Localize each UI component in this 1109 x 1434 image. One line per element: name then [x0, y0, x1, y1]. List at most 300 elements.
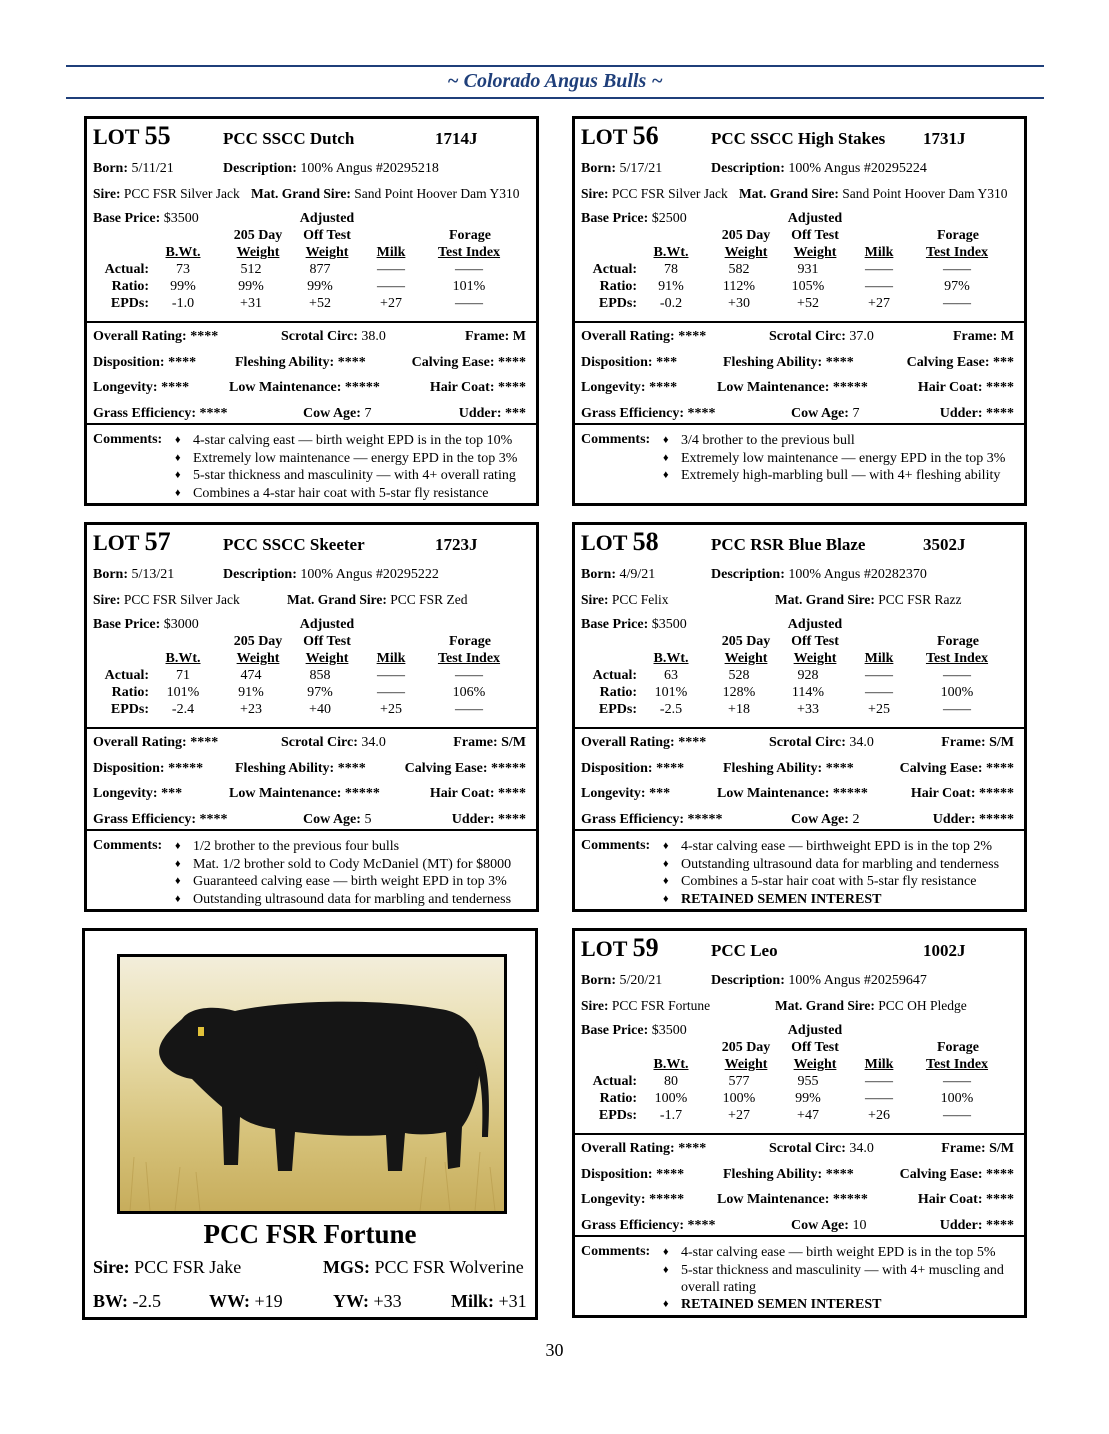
rating-value: ****	[986, 1217, 1014, 1233]
featured-sire-name: PCC FSR Fortune	[203, 1219, 417, 1249]
comment-text: Outstanding ultrasound data for marbling and tenderness	[681, 856, 1000, 872]
rating-item	[717, 1192, 868, 1208]
cell-bwt: 71	[176, 668, 190, 683]
rating-value: ****	[986, 405, 1014, 421]
description	[223, 161, 439, 177]
rating-label: Frame:	[453, 735, 498, 750]
comment-item	[175, 891, 530, 908]
cell-adj-weight: 99%	[307, 279, 333, 294]
sire-value: PCC FSR Fortune	[611, 998, 711, 1013]
sire-value: PCC Felix	[611, 592, 669, 607]
rating-label: Udder:	[932, 811, 976, 827]
rating-item	[235, 355, 366, 371]
rating-label: Longevity:	[581, 380, 646, 395]
mgs-value: PCC FSR Razz	[878, 592, 962, 607]
header-adj-weight: Weight	[305, 245, 349, 260]
born-label: Born:	[581, 161, 616, 176]
rating-value: ****	[498, 380, 526, 395]
cell-forage: 106%	[452, 685, 486, 700]
description-value: 100% Angus #20295224	[788, 161, 927, 176]
cell-adj-weight: 114%	[791, 685, 825, 700]
cell-milk: +27	[868, 296, 890, 311]
bull-image	[120, 957, 504, 1211]
bullet-diamond-icon: ♦	[175, 875, 181, 887]
row-label: EPDs:	[598, 296, 637, 311]
ratings-section	[87, 727, 536, 829]
row-label: EPDs:	[110, 296, 149, 311]
lot-number-value: 59	[632, 933, 659, 962]
rating-label: Scrotal Circ:	[769, 329, 846, 344]
featured-ww	[209, 1291, 283, 1312]
cell-forage: ——	[455, 668, 483, 683]
rating-value: ****	[649, 380, 678, 395]
cell-forage: ——	[943, 1108, 971, 1123]
header-test-index: Test Index	[925, 651, 989, 666]
comment-text: 5-star thickness and masculinity — with 4+ overall rating	[193, 468, 516, 483]
cell-adj-weight: 858	[309, 668, 331, 683]
mgs-value: PCC OH Pledge	[878, 998, 967, 1013]
cell-forage: ——	[455, 702, 483, 717]
rating-value: *****	[649, 1192, 685, 1207]
row-label: Actual:	[592, 668, 637, 683]
comment-text: RETAINED SEMEN INTEREST	[681, 891, 882, 907]
rating-item	[581, 380, 677, 396]
rating-label: Overall Rating:	[581, 329, 675, 344]
bullet-diamond-icon: ♦	[175, 434, 181, 446]
rating-label: Calving Ease:	[906, 354, 990, 370]
sire-label: Sire:	[581, 186, 609, 201]
cell-forage: 100%	[940, 1091, 974, 1106]
rating-value: ****	[825, 760, 854, 776]
row-label: Actual:	[592, 262, 637, 277]
row-label: Ratio:	[599, 1091, 637, 1106]
rating-value: 7	[852, 405, 860, 421]
comment-item	[175, 432, 530, 449]
header-205-weight: Weight	[724, 245, 768, 260]
rating-value: ****	[337, 354, 366, 370]
comment-text: Extremely high-marbling bull — with 4+ fleshing ability	[681, 468, 1001, 483]
featured-bw	[93, 1291, 161, 1312]
rating-value: ***	[161, 786, 183, 801]
featured-milk-label: Milk:	[451, 1291, 494, 1311]
base-price-label: Base Price:	[581, 617, 649, 632]
rating-value: *****	[832, 786, 868, 801]
rating-item	[281, 735, 386, 751]
rating-label: Frame:	[941, 1141, 986, 1156]
cell-forage: 100%	[940, 685, 974, 700]
featured-yw-value: +33	[373, 1291, 402, 1311]
rating-item	[717, 380, 868, 396]
bullet-diamond-icon: ♦	[175, 486, 181, 499]
comment-text: Mat. 1/2 brother sold to Cody McDaniel (MT) for $8000	[193, 856, 512, 872]
row-label: EPDs:	[598, 702, 637, 717]
rating-label: Scrotal Circ:	[769, 1141, 846, 1156]
featured-sire-value: PCC FSR Jake	[134, 1257, 242, 1277]
comments-section	[575, 423, 1024, 503]
cell-adj-weight: 877	[309, 262, 331, 277]
lot-number	[581, 933, 659, 963]
rating-value: ****	[825, 1166, 854, 1182]
description-value: 100% Angus #20282370	[788, 567, 927, 582]
header-adj-weight: Weight	[793, 245, 837, 260]
cell-205-weight: +27	[728, 1108, 750, 1123]
header-205-day: 205 Day	[721, 1040, 771, 1055]
cell-bwt: -2.5	[659, 702, 683, 717]
sire	[581, 592, 669, 608]
bull-name: PCC SSCC Skeeter	[223, 535, 365, 554]
rating-item	[93, 406, 228, 422]
cell-205-weight: +18	[728, 702, 750, 717]
cell-bwt: 80	[664, 1074, 678, 1089]
row-label: Ratio:	[599, 685, 637, 700]
lot-number	[581, 527, 659, 557]
rating-value: ****	[687, 1217, 716, 1233]
bull-name: PCC SSCC High Stakes	[711, 129, 886, 148]
rating-item	[405, 761, 526, 777]
bullet-diamond-icon: ♦	[175, 451, 181, 464]
rating-value: 2	[852, 811, 860, 827]
cell-bwt: 73	[176, 262, 190, 277]
lot-number	[93, 527, 171, 557]
cell-milk: ——	[377, 685, 405, 700]
rating-item	[303, 406, 371, 422]
header-adjusted: Adjusted	[299, 617, 355, 632]
lot-number-value: 57	[144, 527, 171, 556]
born	[581, 161, 662, 177]
rating-label: Fleshing Ability:	[723, 1166, 823, 1182]
header-205-day: 205 Day	[721, 634, 771, 649]
mgs-label: Mat. Grand Sire:	[251, 186, 351, 201]
header-milk: Milk	[376, 245, 406, 260]
born-value: 5/11/21	[131, 161, 174, 176]
lot-number-value: 55	[144, 121, 171, 150]
comment-item	[663, 1296, 1018, 1313]
comment-text: Combines a 4-star hair coat with 5-star fly resistance	[193, 485, 489, 501]
base-price-label: Base Price:	[93, 617, 161, 632]
featured-mgs-value: PCC FSR Wolverine	[374, 1257, 524, 1277]
maternal-grand-sire	[775, 998, 967, 1014]
rating-value: *****	[832, 1192, 868, 1207]
comment-text: 3/4 brother to the previous bull	[681, 433, 855, 448]
rating-label: Low Maintenance:	[229, 786, 342, 801]
born-value: 4/9/21	[619, 567, 656, 582]
bull-tag: 1714J	[435, 129, 478, 148]
header-rule-top	[66, 65, 1044, 67]
rating-value: M	[1000, 329, 1014, 344]
lot-info-section	[575, 525, 1024, 727]
rating-label: Overall Rating:	[93, 329, 187, 344]
header-adj-weight: Weight	[793, 1057, 837, 1072]
rating-value: ****	[687, 405, 716, 421]
rating-label: Grass Efficiency:	[581, 405, 685, 421]
rating-item	[581, 1218, 716, 1234]
bull-name: PCC SSCC Dutch	[223, 129, 355, 148]
rating-value: 38.0	[361, 329, 386, 344]
cell-adj-weight: +52	[797, 296, 819, 311]
rating-value: M	[512, 329, 526, 344]
cell-205-weight: +23	[240, 702, 262, 717]
rating-value: 7	[364, 405, 372, 421]
born-value: 5/20/21	[619, 973, 663, 988]
description-value: 100% Angus #20295218	[300, 161, 439, 176]
description	[711, 567, 927, 583]
rating-label: Scrotal Circ:	[281, 735, 358, 750]
comments-label: Comments:	[581, 1244, 651, 1259]
header-off-test: Off Test	[303, 634, 351, 649]
rating-value: *****	[979, 786, 1014, 801]
bullet-diamond-icon: ♦	[175, 892, 181, 905]
bullet-diamond-icon: ♦	[663, 451, 669, 464]
mgs-label: Mat. Grand Sire:	[287, 592, 387, 607]
featured-mgs	[323, 1257, 524, 1278]
cell-milk: +25	[380, 702, 402, 717]
rating-label: Cow Age:	[791, 811, 849, 827]
rating-item	[918, 1192, 1014, 1208]
rating-label: Overall Rating:	[581, 735, 675, 750]
rating-item	[452, 812, 526, 828]
sire-label: Sire:	[581, 998, 609, 1013]
rating-value: ****	[168, 354, 197, 370]
comment-item	[175, 873, 530, 890]
born	[581, 567, 655, 583]
comments-section	[575, 829, 1024, 909]
lot-card	[84, 522, 539, 912]
cell-205-weight: 577	[728, 1074, 750, 1089]
header-205-weight: Weight	[724, 651, 768, 666]
rating-label: Hair Coat:	[429, 786, 495, 801]
header-milk: Milk	[864, 245, 894, 260]
cell-205-weight: 474	[240, 668, 262, 683]
born-value: 5/17/21	[619, 161, 663, 176]
cell-205-weight: +31	[240, 296, 262, 311]
rating-value: ****	[161, 380, 190, 395]
rating-item	[93, 761, 203, 777]
comments-label: Comments:	[93, 432, 163, 447]
cell-adj-weight: +33	[797, 702, 819, 717]
cell-adj-weight: 928	[797, 668, 819, 683]
rating-item	[229, 380, 380, 396]
cell-bwt: -1.7	[659, 1108, 683, 1123]
rating-item	[93, 812, 228, 828]
header-205-weight: Weight	[236, 651, 280, 666]
rating-value: ***	[656, 354, 678, 370]
bull-name: PCC Leo	[711, 941, 778, 960]
rating-item	[911, 786, 1014, 802]
ratings-section	[575, 321, 1024, 423]
maternal-grand-sire	[287, 592, 468, 608]
bullet-diamond-icon: ♦	[663, 1263, 669, 1276]
rating-value: ***	[993, 354, 1014, 370]
rating-item	[93, 329, 218, 345]
description	[223, 567, 439, 583]
rating-item	[581, 735, 706, 751]
rating-item	[791, 1218, 866, 1234]
rating-label: Udder:	[939, 405, 983, 421]
header-test-index: Test Index	[437, 651, 501, 666]
featured-sire	[93, 1257, 241, 1278]
cell-adj-weight: 97%	[307, 685, 333, 700]
lot-number-value: 58	[632, 527, 659, 556]
comment-text: Combines a 5-star hair coat with 5-star fly resistance	[681, 874, 977, 889]
rating-item	[581, 329, 706, 345]
cell-milk: +25	[868, 702, 890, 717]
featured-yw-label: YW:	[333, 1291, 369, 1311]
header-205-weight: Weight	[236, 245, 280, 260]
description-value: 100% Angus #20295222	[300, 567, 439, 582]
born-value: 5/13/21	[131, 567, 175, 582]
comment-item	[175, 467, 530, 484]
header-adjusted: Adjusted	[787, 1023, 843, 1038]
rating-label: Scrotal Circ:	[769, 735, 846, 750]
cell-milk: ——	[865, 262, 893, 277]
born-label: Born:	[93, 567, 128, 582]
rating-item	[581, 786, 670, 802]
rating-item	[412, 355, 526, 371]
rating-value: ****	[678, 1141, 707, 1156]
lot-card	[84, 116, 539, 506]
featured-mgs-label: MGS:	[323, 1257, 370, 1277]
header-forage: Forage	[937, 228, 979, 243]
rating-item	[918, 380, 1014, 396]
cell-milk: ——	[377, 279, 405, 294]
rating-label: Hair Coat:	[917, 1192, 983, 1207]
row-label: Ratio:	[111, 685, 149, 700]
rating-label: Longevity:	[93, 786, 158, 801]
bull-name: PCC RSR Blue Blaze	[711, 535, 866, 554]
rating-item	[229, 786, 380, 802]
description-label: Description:	[223, 161, 297, 176]
header-adjusted: Adjusted	[787, 617, 843, 632]
rating-label: Cow Age:	[791, 405, 849, 421]
rating-item	[93, 786, 182, 802]
sire-value: PCC FSR Silver Jack	[611, 186, 728, 201]
lot-label: LOT	[93, 124, 140, 149]
rating-label: Fleshing Ability:	[723, 354, 823, 370]
base-price	[581, 617, 687, 633]
base-price	[93, 211, 199, 227]
cell-milk: ——	[377, 262, 405, 277]
cell-milk: ——	[865, 1091, 893, 1106]
rating-value: 5	[364, 811, 372, 827]
cell-205-weight: 100%	[722, 1091, 756, 1106]
rating-label: Calving Ease:	[899, 1166, 983, 1182]
row-label: Ratio:	[111, 279, 149, 294]
cell-forage: 101%	[452, 279, 486, 294]
cell-forage: ——	[943, 668, 971, 683]
rating-item	[465, 329, 526, 345]
header-adj-weight: Weight	[793, 651, 837, 666]
lot-card	[572, 116, 1027, 506]
cell-bwt: 101%	[654, 685, 688, 700]
rating-item	[717, 786, 868, 802]
rating-value: ****	[986, 380, 1014, 395]
bull-photo	[117, 954, 507, 1214]
featured-ww-value: +19	[254, 1291, 283, 1311]
cell-205-weight: 512	[240, 262, 262, 277]
rating-value: 10	[852, 1217, 867, 1233]
rating-item	[281, 329, 386, 345]
lot-info-section	[575, 931, 1024, 1133]
rating-value: 34.0	[849, 735, 874, 750]
rating-label: Disposition:	[581, 1166, 653, 1182]
header-205-day: 205 Day	[721, 228, 771, 243]
rating-item	[933, 812, 1014, 828]
rating-label: Low Maintenance:	[717, 786, 830, 801]
header-adjusted: Adjusted	[787, 211, 843, 226]
lot-label: LOT	[581, 936, 628, 961]
description-label: Description:	[711, 567, 785, 582]
featured-sire-card	[82, 928, 538, 1320]
bull-tag: 3502J	[923, 535, 966, 554]
cell-adj-weight: 931	[797, 262, 819, 277]
rating-value: *****	[344, 380, 380, 395]
rating-label: Frame:	[464, 329, 510, 344]
bull-tag: 1731J	[923, 129, 966, 148]
sire-value: PCC FSR Silver Jack	[123, 592, 240, 607]
rating-label: Low Maintenance:	[717, 380, 830, 395]
header-milk: Milk	[864, 651, 894, 666]
header-bwt: B.Wt.	[653, 1057, 689, 1072]
cell-bwt: 99%	[170, 279, 196, 294]
rating-label: Cow Age:	[791, 1217, 849, 1233]
featured-bw-label: BW:	[93, 1291, 129, 1311]
comment-item	[663, 1244, 1018, 1261]
rating-value: S/M	[501, 735, 526, 750]
rating-item	[769, 735, 874, 751]
rating-value: *****	[979, 811, 1014, 827]
rating-item	[235, 761, 366, 777]
rating-value: ****	[190, 735, 219, 750]
row-label: EPDs:	[110, 702, 149, 717]
comment-item	[663, 1262, 1018, 1296]
maternal-grand-sire	[739, 186, 1008, 202]
rating-item	[907, 355, 1014, 371]
rating-item	[459, 406, 526, 422]
rating-label: Udder:	[458, 405, 502, 421]
rating-item	[769, 1141, 874, 1157]
row-label: Actual:	[104, 262, 149, 277]
cell-205-weight: 582	[728, 262, 750, 277]
header-milk: Milk	[376, 651, 406, 666]
header-off-test: Off Test	[791, 228, 839, 243]
comment-item	[175, 838, 530, 855]
sire-label: Sire:	[581, 592, 609, 607]
rating-value: ****	[199, 405, 228, 421]
rating-item	[453, 735, 526, 751]
rating-item	[430, 380, 526, 396]
comment-item	[663, 450, 1018, 467]
rating-label: Disposition:	[93, 354, 165, 370]
rating-value: ****	[656, 1166, 685, 1182]
comment-text: 4-star calving east — birth weight EPD is in the top 10%	[193, 433, 513, 448]
cell-bwt: 63	[664, 668, 678, 683]
cell-205-weight: 528	[728, 668, 750, 683]
comment-item	[663, 432, 1018, 449]
base-price-value: $3500	[651, 1023, 687, 1038]
lot-info-section	[87, 525, 536, 727]
mgs-value: Sand Point Hoover Dam Y310	[842, 186, 1008, 201]
rating-label: Udder:	[939, 1217, 983, 1233]
comment-text: 4-star calving ease — birthweight EPD is in the top 2%	[681, 839, 993, 854]
rating-label: Hair Coat:	[429, 380, 495, 395]
rating-label: Calving Ease:	[899, 760, 983, 776]
sire	[581, 998, 710, 1014]
header-off-test: Off Test	[791, 634, 839, 649]
rating-item	[430, 786, 526, 802]
cell-forage: ——	[943, 1074, 971, 1089]
header-off-test: Off Test	[791, 1040, 839, 1055]
page-title: ~ Colorado Angus Bulls ~	[447, 70, 663, 92]
